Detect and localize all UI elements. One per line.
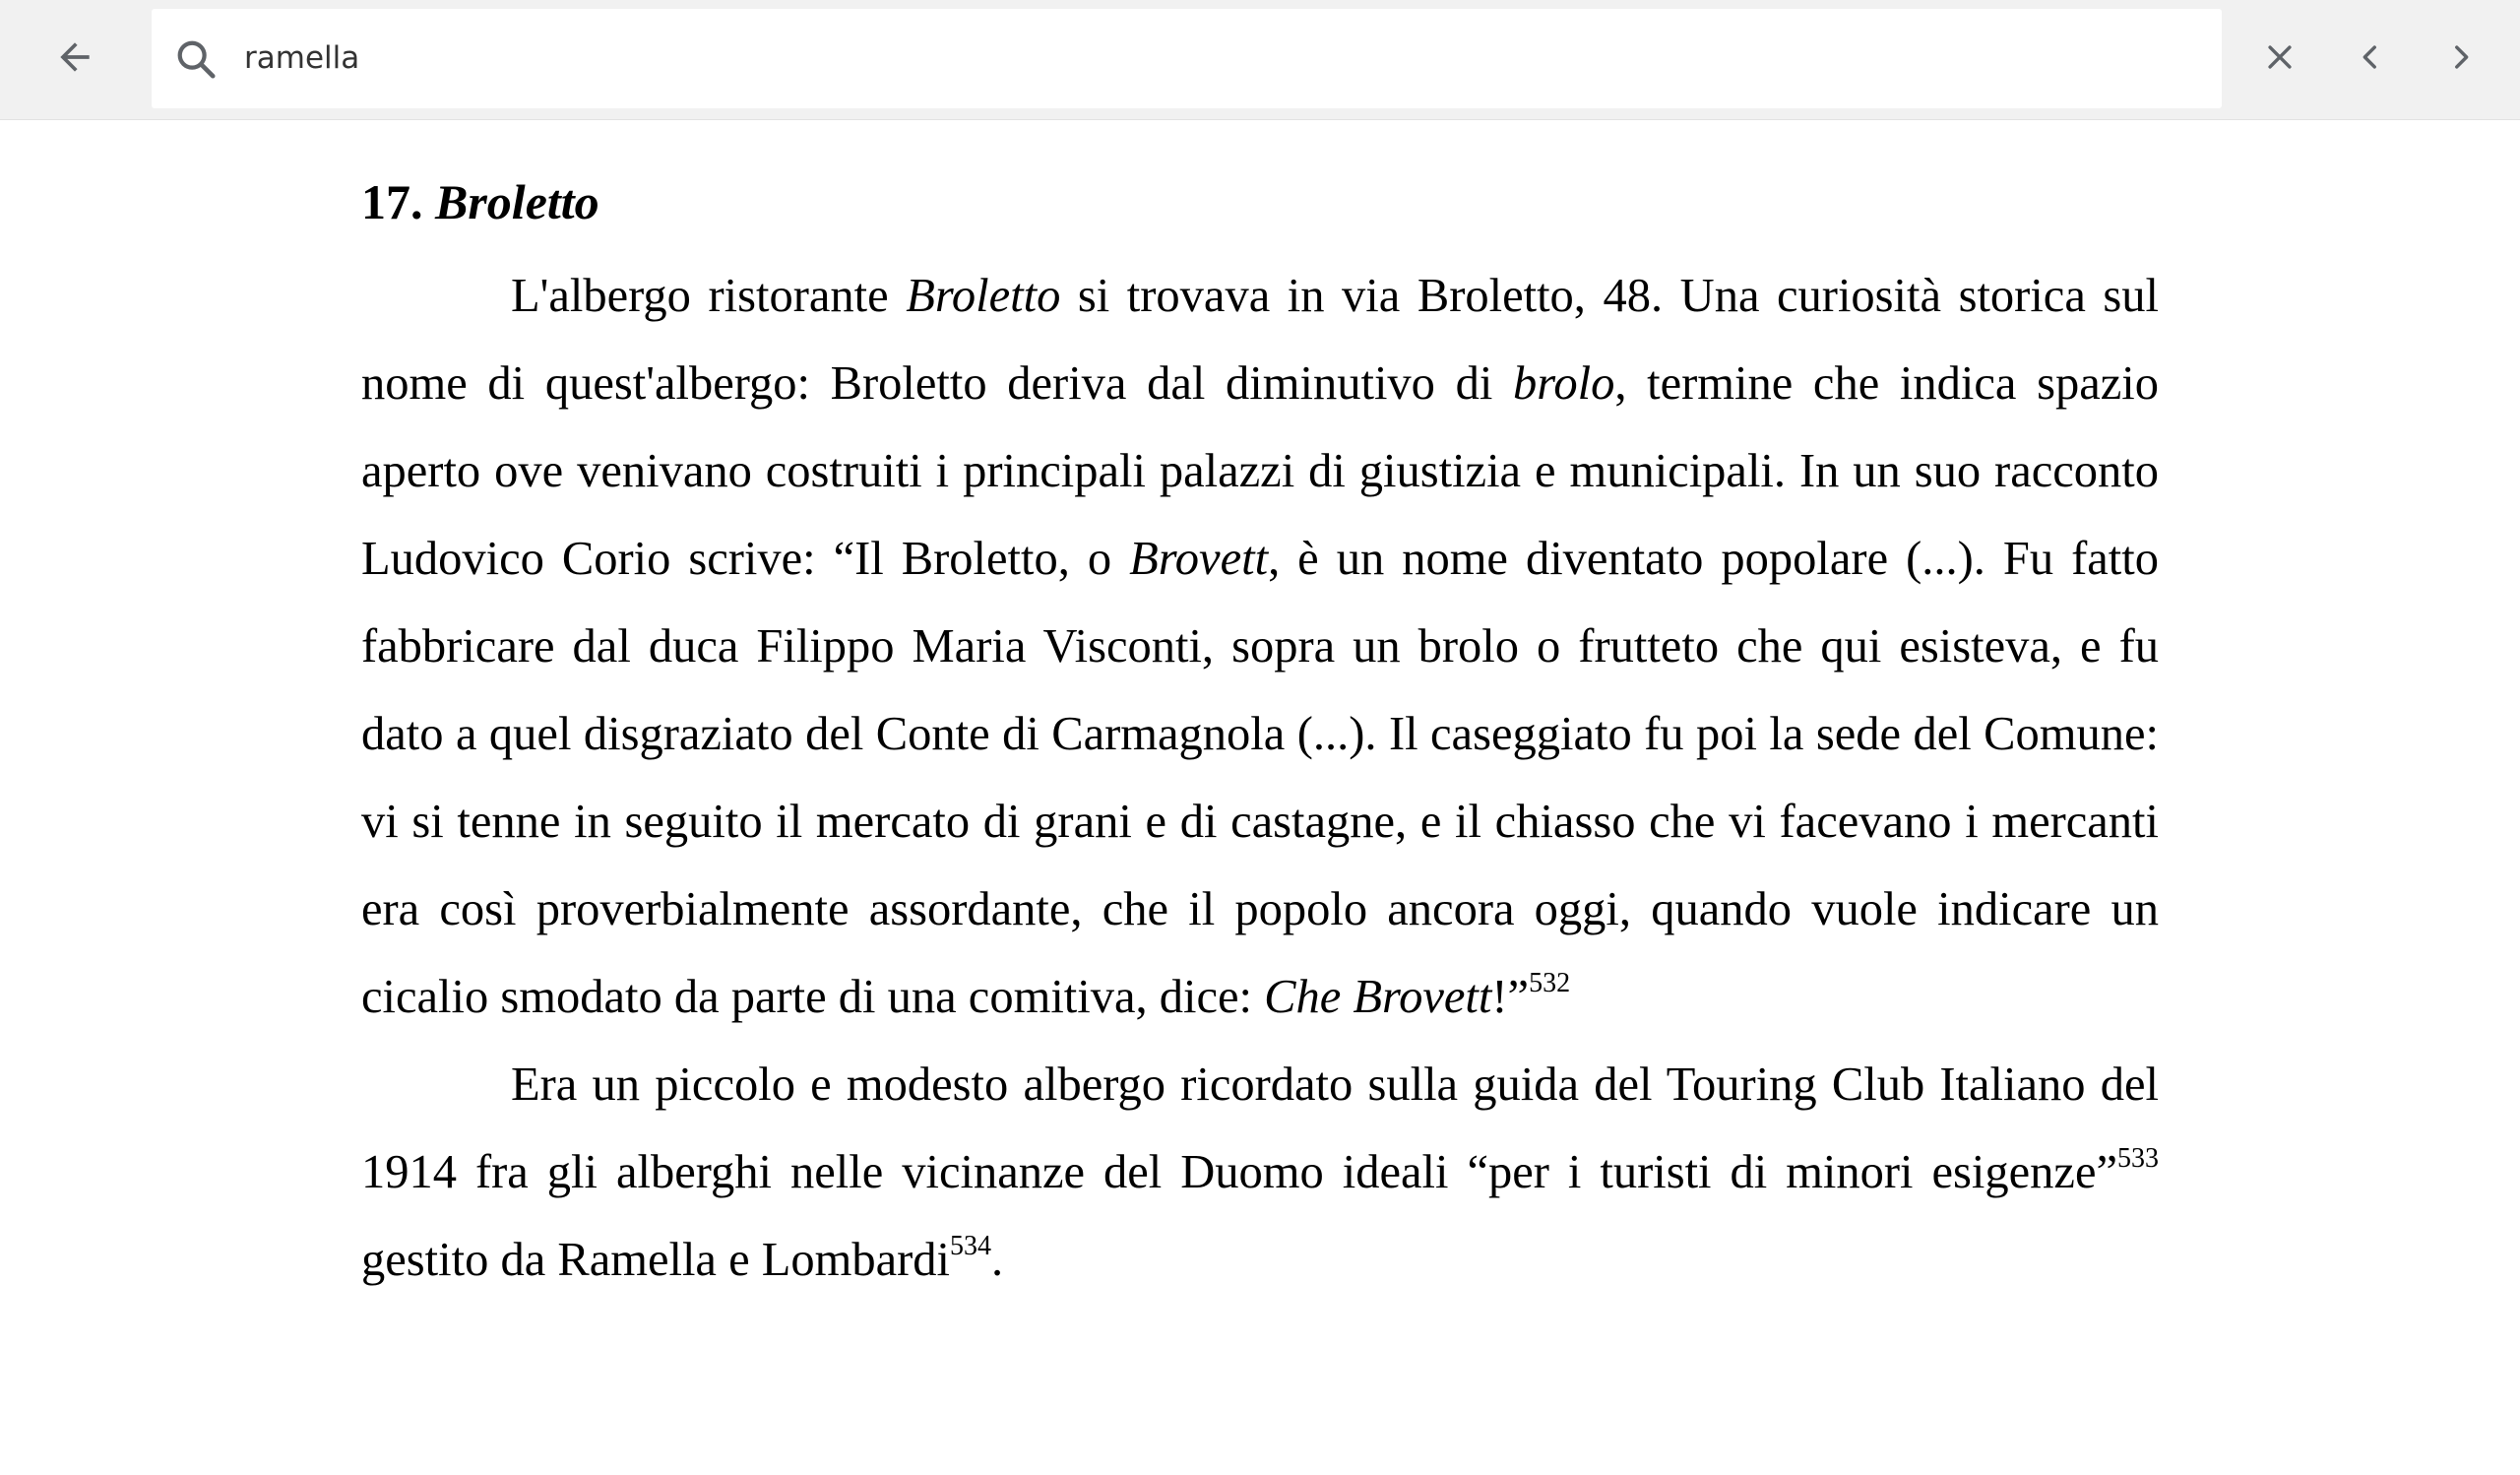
paragraph-1: [361, 252, 2159, 1041]
italic-run: brolo: [1513, 357, 1615, 410]
footnote-ref-534[interactable]: 534: [950, 1230, 991, 1261]
text-run: gestito da Ramella e Lombardi: [361, 1234, 950, 1286]
italic-run: Che Brovett: [1264, 971, 1492, 1023]
document-page: [361, 167, 2159, 1304]
next-match-button[interactable]: [2424, 22, 2498, 96]
chevron-left-icon: [2354, 40, 2387, 79]
section-title: Broletto: [435, 174, 599, 229]
italic-run: Brovett: [1129, 533, 1269, 585]
footnote-ref-533[interactable]: 533: [2117, 1142, 2159, 1174]
footnote-ref-532[interactable]: 532: [1529, 967, 1571, 998]
text-run: .: [991, 1234, 1004, 1286]
find-toolbar: [0, 0, 2520, 120]
previous-match-button[interactable]: [2333, 22, 2408, 96]
close-icon: [2263, 40, 2297, 79]
chevron-right-icon: [2444, 40, 2478, 79]
search-input[interactable]: [244, 31, 2114, 86]
arrow-left-icon: [53, 35, 96, 84]
text-run: , è un nome diventato popolare (...). Fu fatto fabbricare dal duca Filippo Maria Visconti, sopra un brolo o frutteto che qui esisteva, e fu dato a quel disgraziato del Conte di Carmagnola (...). Il caseggiato fu poi la sede del Comune: vi si tenne in seguito il mercato di grani e di castagne, e il chiasso che vi facevano i mercanti era così proverbialmente assordante, che il popolo ancora oggi, quando vuole indicare un cicalio smodato da parte di una comitiva, dice:: [361, 533, 2160, 1023]
paragraph-2: [361, 1041, 2159, 1304]
text-run: Era un piccolo e modesto albergo ricordato sulla guida del Touring Club Italiano del 1914 fra gli alberghi nelle vicinanze del Duomo ideali “per i turisti di minori esigenze”: [361, 1058, 2159, 1198]
search-field-container: [152, 9, 2222, 108]
text-run: , termine che indica spazio aperto ove venivano costruiti i principali palazzi di giustizia e municipali. In un suo racconto Ludovico Corio scrive: “Il Broletto, o: [361, 357, 2159, 585]
search-icon: [171, 34, 220, 84]
text-run: !”: [1491, 971, 1530, 1023]
text-run: si trovava in via Broletto, 48. Una curiosità storica sul nome di quest'albergo: Broletto deriva dal diminutivo di: [361, 270, 2160, 410]
text-run: L'albergo ristorante: [511, 270, 907, 322]
back-button[interactable]: [35, 22, 114, 96]
italic-run: Broletto: [906, 270, 1061, 322]
clear-search-button[interactable]: [2242, 22, 2317, 96]
section-number: 17.: [361, 174, 423, 229]
section-heading: [361, 167, 2159, 236]
